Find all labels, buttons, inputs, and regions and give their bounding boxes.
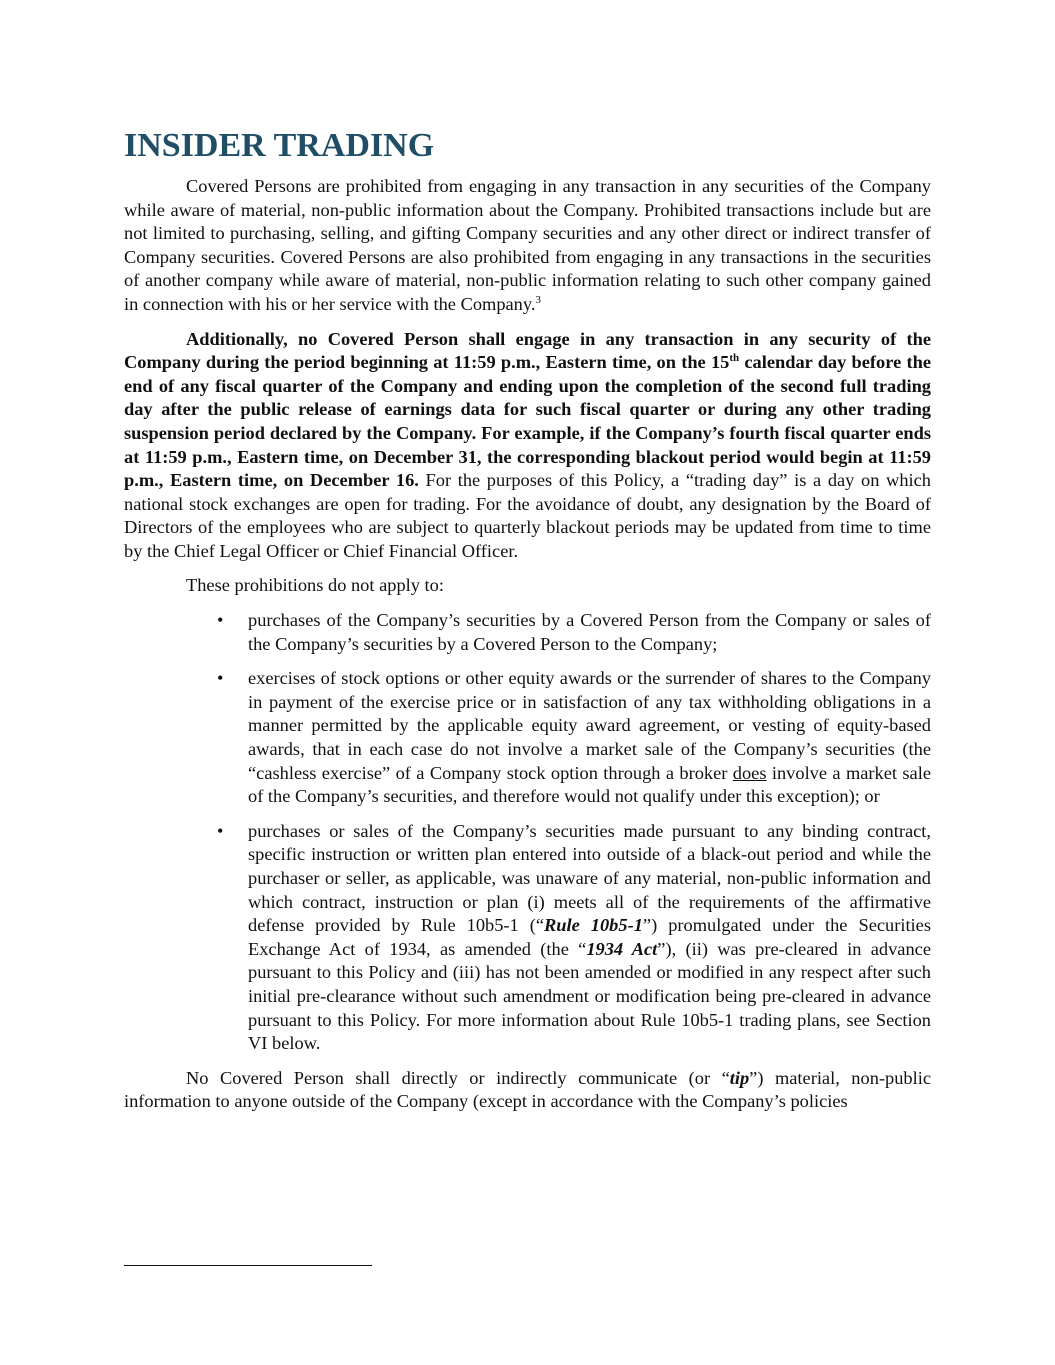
bullet-icon: • <box>217 668 224 689</box>
defined-term: Rule 10b5-1 <box>544 915 643 936</box>
defined-term: 1934 Act <box>586 938 658 959</box>
list-item-text: exercises of stock options or other equity awards or the surrender of shares to the Company in payment of the exercise price or in satisfaction of any tax withholding obligations in a manner permitted by the applicable equity award agreement, or vesting of equity-based awards, that in each case do not involve a market sale of the Company’s securities (the “cashless exercise” of a Company stock option through a broker <box>248 668 931 783</box>
blackout-rule-text: Additionally, no Covered Person shall engage in any transaction in any security of the Company during the period beginning at 11:59 p.m., Eastern time, on the 15 <box>124 328 931 373</box>
footnote-separator <box>124 1265 372 1266</box>
paragraph-blackout <box>124 328 931 564</box>
list-item-text-cont: ”) promulgated under the Securities Exchange Act of 1934, as amended (the “ <box>248 915 931 959</box>
exceptions-list <box>124 609 931 1056</box>
bullet-icon: • <box>217 610 224 631</box>
paragraph-tipping-text: No Covered Person shall directly or indirectly communicate (or “ <box>186 1067 730 1088</box>
paragraph-tipping <box>124 1067 931 1114</box>
blackout-rule-text-cont: calendar day before the end of any fiscal quarter of the Company and ending upon the completion of the second full trading day after the public release of earnings data for such fiscal quarter or during any other trading suspension period declared by the Company. For example, if the Company’s fourth fiscal quarter ends at 11:59 p.m., Eastern time, on December 31, the corresponding blackout period would begin at 11:59 p.m., Eastern time, on December 16. <box>124 352 931 491</box>
paragraph-tipping-text-cont: ”) material, non-public information to anyone outside of the Company (except in accordance with the Company’s policies <box>124 1067 931 1112</box>
paragraph-prohibition-text: Covered Persons are prohibited from engaging in any transaction in any securities of the Company while aware of material, non-public information about the Company. Prohibited transactions include but are not limited to purchasing, selling, and gifting Company securities and any other direct or indirect transfer of Company securities. Covered Persons are also prohibited from engaging in any transactions in the securities of another company while aware of material, non-public information relating to such other company gained in connection with his or her service with the Company. <box>124 176 931 314</box>
list-item <box>124 820 931 1056</box>
paragraph-prohibition <box>124 175 931 317</box>
trading-day-definition: For the purposes of this Policy, a “trading day” is a day on which national stock exchanges are open for trading. For the avoidance of doubt, any designation by the Board of Directors of the employees who are subject to quarterly blackout periods may be updated from time to time by the Chief Legal Officer or Chief Financial Officer. <box>124 470 931 561</box>
list-item-text-cont: involve a market sale of the Company’s securities, and therefore would not qualify under this exception); or <box>248 762 931 807</box>
list-item-text-cont: ”), (ii) was pre-cleared in advance pursuant to this Policy and (iii) has not been amended or modified in any respect after such initial pre-clearance without such amendment or modification being pre-cleared in advance pursuant to this Policy. For more information about Rule 10b5-1 trading plans, see Section VI below. <box>248 938 931 1054</box>
section-heading: INSIDER TRADING <box>124 127 435 164</box>
defined-term: tip <box>729 1067 750 1088</box>
paragraph-exceptions-intro: These prohibitions do not apply to: <box>186 574 444 595</box>
list-item-text: purchases of the Company’s securities by a Covered Person from the Company or sales of the Company’s securities by a Covered Person to the Company; <box>248 610 931 654</box>
list-item <box>124 609 931 656</box>
ordinal-suffix: th <box>729 352 740 365</box>
list-item <box>124 667 931 809</box>
list-item-text: purchases or sales of the Company’s securities made pursuant to any binding contract, specific instruction or written plan entered into outside of a black-out period and while the purchaser or seller, as applicable, was unaware of any material, non-public information and which contract, instruction or plan (i) meets all of the requirements of the affirmative defense provided by Rule 10b5-1 (“ <box>248 820 931 936</box>
underlined-emphasis: does <box>732 762 767 783</box>
bullet-icon: • <box>217 820 224 841</box>
document-body <box>124 175 931 1114</box>
footnote-reference: 3 <box>535 293 541 306</box>
